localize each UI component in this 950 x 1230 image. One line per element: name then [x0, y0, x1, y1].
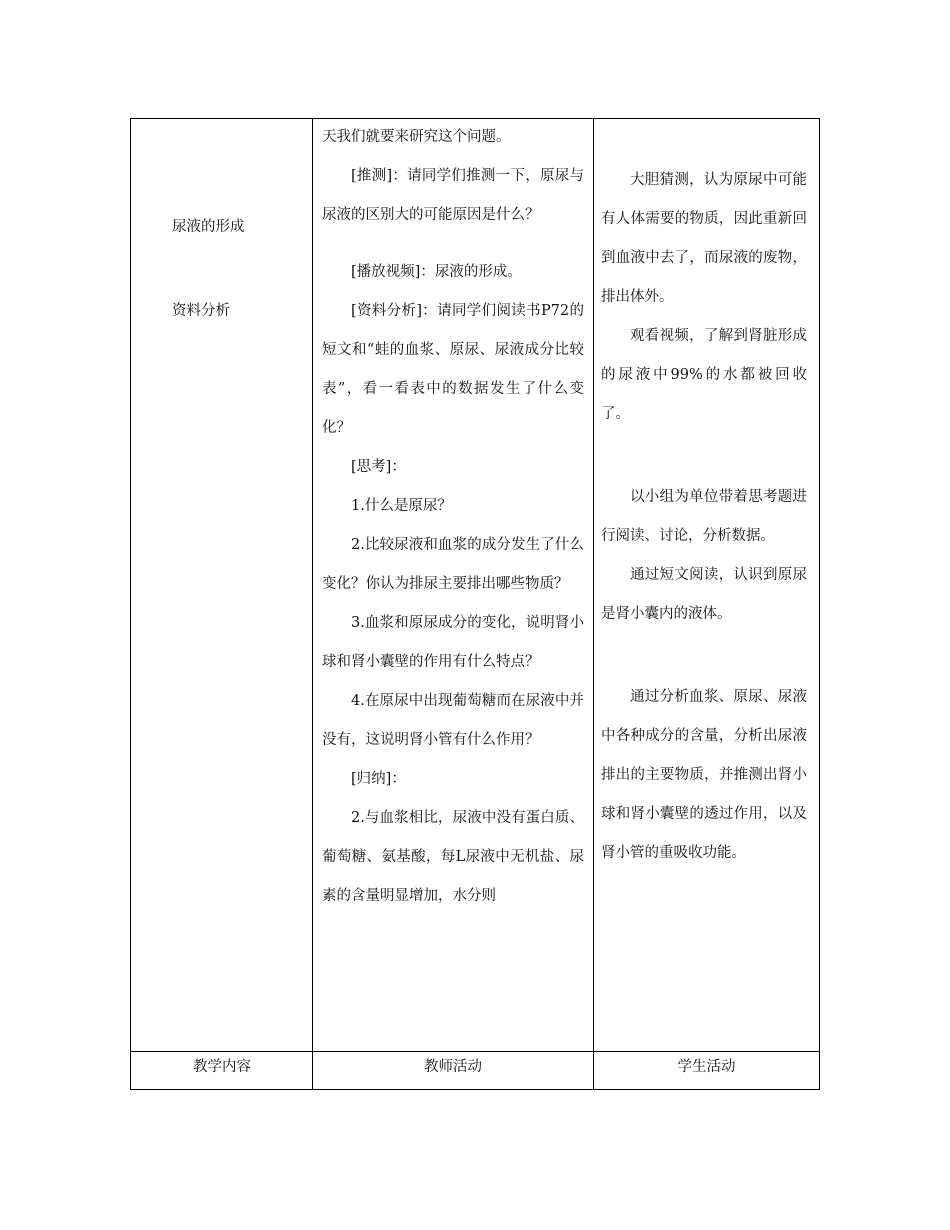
student-para: 大胆猜测，认为原尿中可能有人体需要的物质，因此重新回到血液中去了，而尿液的废物，排出体外。 [601, 172, 807, 305]
teacher-line: 4.在原尿中出现葡萄糖而在尿液中并没有，这说明肾小管有什么作用？ [322, 693, 584, 748]
teacher-line: 天我们就要来研究这个问题。 [322, 129, 511, 145]
column-divider-1 [312, 118, 313, 1090]
teacher-line: [资料分析]：请同学们阅读书P72的短文和“蛙的血浆、原尿、尿液成分比较表”，看一看表中的数据发生了什么变化？ [322, 303, 584, 436]
header-teaching-content: 教学内容 [193, 1059, 251, 1075]
teacher-activity-cell [322, 118, 584, 916]
teacher-line: 2.与血浆相比，尿液中没有蛋白质、葡萄糖、氨基酸，每L尿液中无机盐、尿素的含量明显增加，水分则 [322, 810, 584, 904]
student-para: 通过短文阅读，认识到原尿是肾小囊内的液体。 [601, 567, 807, 622]
topic-data-analysis: 资料分析 [172, 303, 230, 319]
student-para: 以小组为单位带着思考题进行阅读、讨论，分析数据。 [601, 489, 807, 544]
student-activity-cell [601, 118, 807, 873]
header-teacher-activity: 教师活动 [424, 1059, 482, 1075]
teacher-line: 3.血浆和原尿成分的变化，说明肾小球和肾小囊壁的作用有什么特点？ [322, 615, 584, 670]
teacher-line: [推测]：请同学们推测一下，原尿与尿液的区别大的可能原因是什么？ [322, 168, 584, 223]
header-student-activity: 学生活动 [677, 1059, 736, 1075]
column-divider-2 [593, 118, 594, 1090]
teacher-line: 2.比较尿液和血浆的成分发生了什么变化？你认为排尿主要排出哪些物质？ [322, 537, 584, 592]
topic-urine-formation: 尿液的形成 [172, 219, 245, 235]
student-para: 通过分析血浆、原尿、尿液中各种成分的含量，分析出尿液排出的主要物质，并推测出肾小球和肾小囊壁的透过作用，以及肾小管的重吸收功能。 [601, 689, 807, 861]
student-para: 观看视频，了解到肾脏形成的尿液中99%的水都被回收了。 [601, 328, 807, 422]
teacher-line: 1.什么是原尿？ [351, 498, 452, 514]
teacher-line: [播放视频]：尿液的形成。 [351, 264, 522, 280]
teacher-line: [归纳]： [351, 771, 406, 787]
teacher-line: [思考]： [351, 459, 406, 475]
